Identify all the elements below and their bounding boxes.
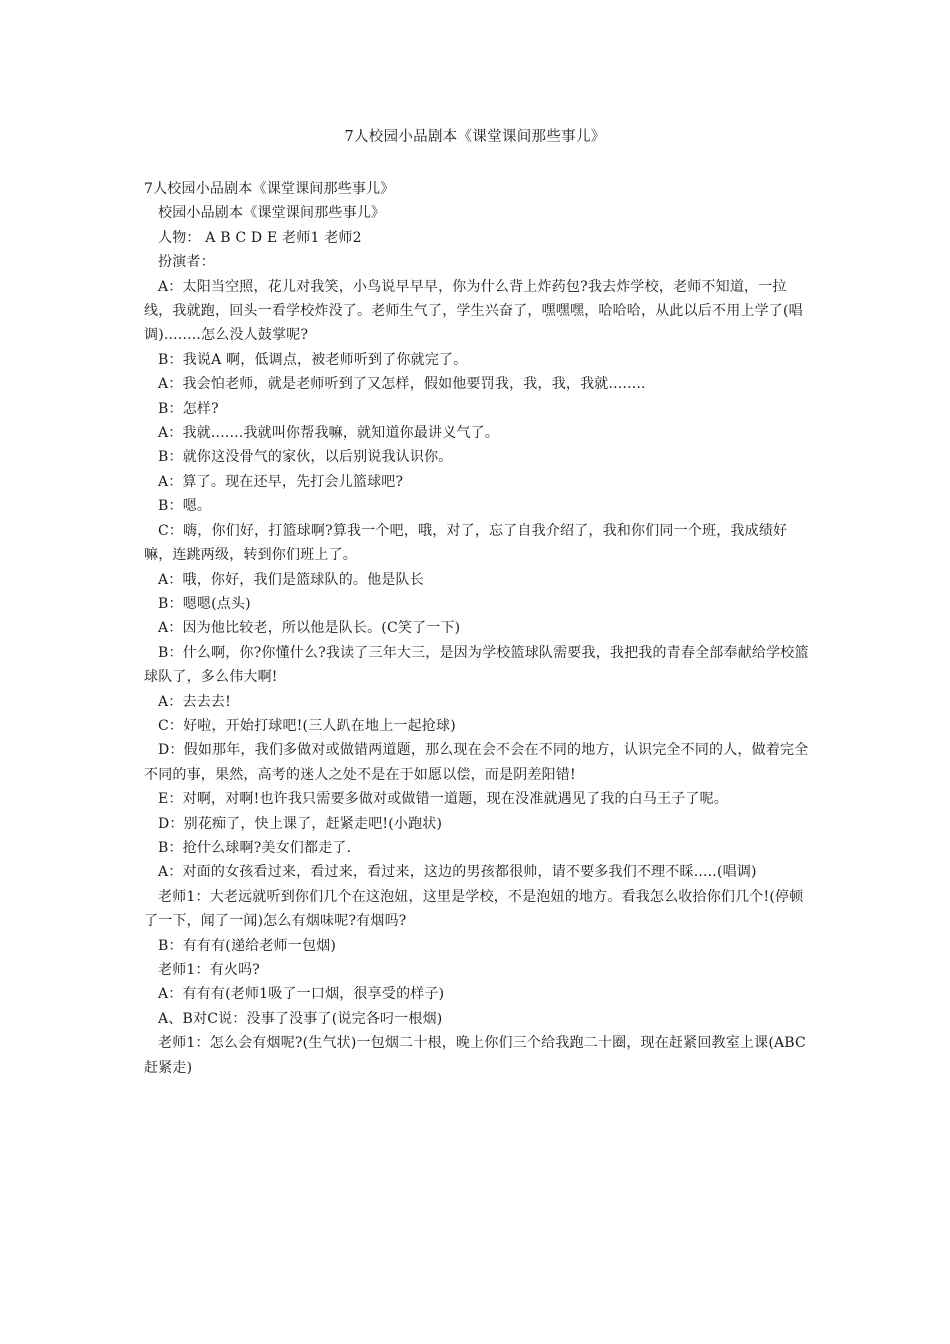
dialogue-line: B：就你这没骨气的家伙，以后别说我认识你。 xyxy=(158,449,453,466)
dialogue-line: A：太阳当空照，花儿对我笑，小鸟说早早早，你为什么背上炸药包?我去炸学校，老师不知道，一拉线，我就跑，回头一看学校炸没了。老师生气了，学生兴奋了，嘿嘿嘿，哈哈哈，从此以后不用上学了(唱调)........怎么没人鼓掌呢? xyxy=(144,278,803,344)
dialogue-line: B：嗯。 xyxy=(158,498,212,515)
dialogue-line: B：我说A 啊，低调点，被老师听到了你就完了。 xyxy=(158,351,468,368)
dialogue-line: B：抢什么球啊?美女们都走了. xyxy=(158,839,352,856)
dialogue-line: C：嗨，你们好，打篮球啊?算我一个吧，哦，对了，忘了自我介绍了，我和你们同一个班，我成绩好嘛，连跳两级，转到你们班上了。 xyxy=(144,522,788,564)
dialogue-line: A：因为他比较老，所以他是队长。(C笑了一下) xyxy=(158,620,461,637)
dialogue-line: C：好啦，开始打球吧!(三人趴在地上一起抢球) xyxy=(158,717,456,734)
dialogue-line: D：别花痴了，快上课了，赶紧走吧!(小跑状) xyxy=(158,815,443,832)
dialogue-line: 老师1：大老远就听到你们几个在这泡妞，这里是学校，不是泡妞的地方。看我怎么收拾你们几个!(停顿了一下，闻了一闻)怎么有烟味呢?有烟吗? xyxy=(144,888,804,930)
dialogue-line: A：有有有(老师1吸了一口烟，很享受的样子) xyxy=(158,986,445,1003)
dialogue-line: B：嗯嗯(点头) xyxy=(158,595,251,612)
dialogue-line: A：哦，你好，我们是篮球队的。他是队长 xyxy=(158,571,424,588)
dialogue-line: A：对面的女孩看过来，看过来，看过来，这边的男孩都很帅，请不要多我们不理不睬.....(唱调) xyxy=(158,864,757,881)
actors-line: 扮演者： xyxy=(158,254,215,271)
dialogue-line: 老师1：有火吗? xyxy=(158,962,261,978)
subtitle-line: 校园小品剧本《课堂课间那些事儿》 xyxy=(158,205,386,222)
document-body xyxy=(144,177,809,1080)
dialogue-line: A：算了。现在还早，先打会儿篮球吧? xyxy=(158,473,404,490)
dialogue-line: E：对啊，对啊!也许我只需要多做对或做错一道题，现在没准就遇见了我的白马王子了呢。 xyxy=(158,791,729,808)
dialogue-line: B：有有有(递给老师一包烟) xyxy=(158,937,337,954)
dialogue-line: A：去去去! xyxy=(158,693,231,710)
cast-line: 人物： A B C D E 老师1 老师2 xyxy=(158,229,362,246)
dialogue-line: B：什么啊，你?你懂什么?我读了三年大三，是因为学校篮球队需要我，我把我的青春全部奉献给学校篮球队了，多么伟大啊! xyxy=(144,644,809,686)
document-title: 7人校园小品剧本《课堂课间那些事儿》 xyxy=(344,129,606,145)
heading-line: 7人校园小品剧本《课堂课间那些事儿》 xyxy=(144,181,395,197)
dialogue-line: 老师1：怎么会有烟呢?(生气状)一包烟二十根，晚上你们三个给我跑二十圈，现在赶紧回教室上课(ABC赶紧走) xyxy=(144,1035,806,1076)
dialogue-line: A：我就.......我就叫你帮我嘛，就知道你最讲义气了。 xyxy=(158,425,500,442)
dialogue-line: A：我会怕老师，就是老师听到了又怎样，假如他要罚我，我，我，我就........ xyxy=(158,376,646,393)
dialogue-line: D：假如那年，我们多做对或做错两道题，那么现在会不会在不同的地方，认识完全不同的人，做着完全不同的事，果然，高考的迷人之处不是在于如愿以偿，而是阴差阳错! xyxy=(144,742,809,783)
dialogue-line: A、B对C说：没事了没事了(说完各叼一根烟) xyxy=(158,1010,443,1027)
dialogue-line: B：怎样? xyxy=(158,400,219,417)
